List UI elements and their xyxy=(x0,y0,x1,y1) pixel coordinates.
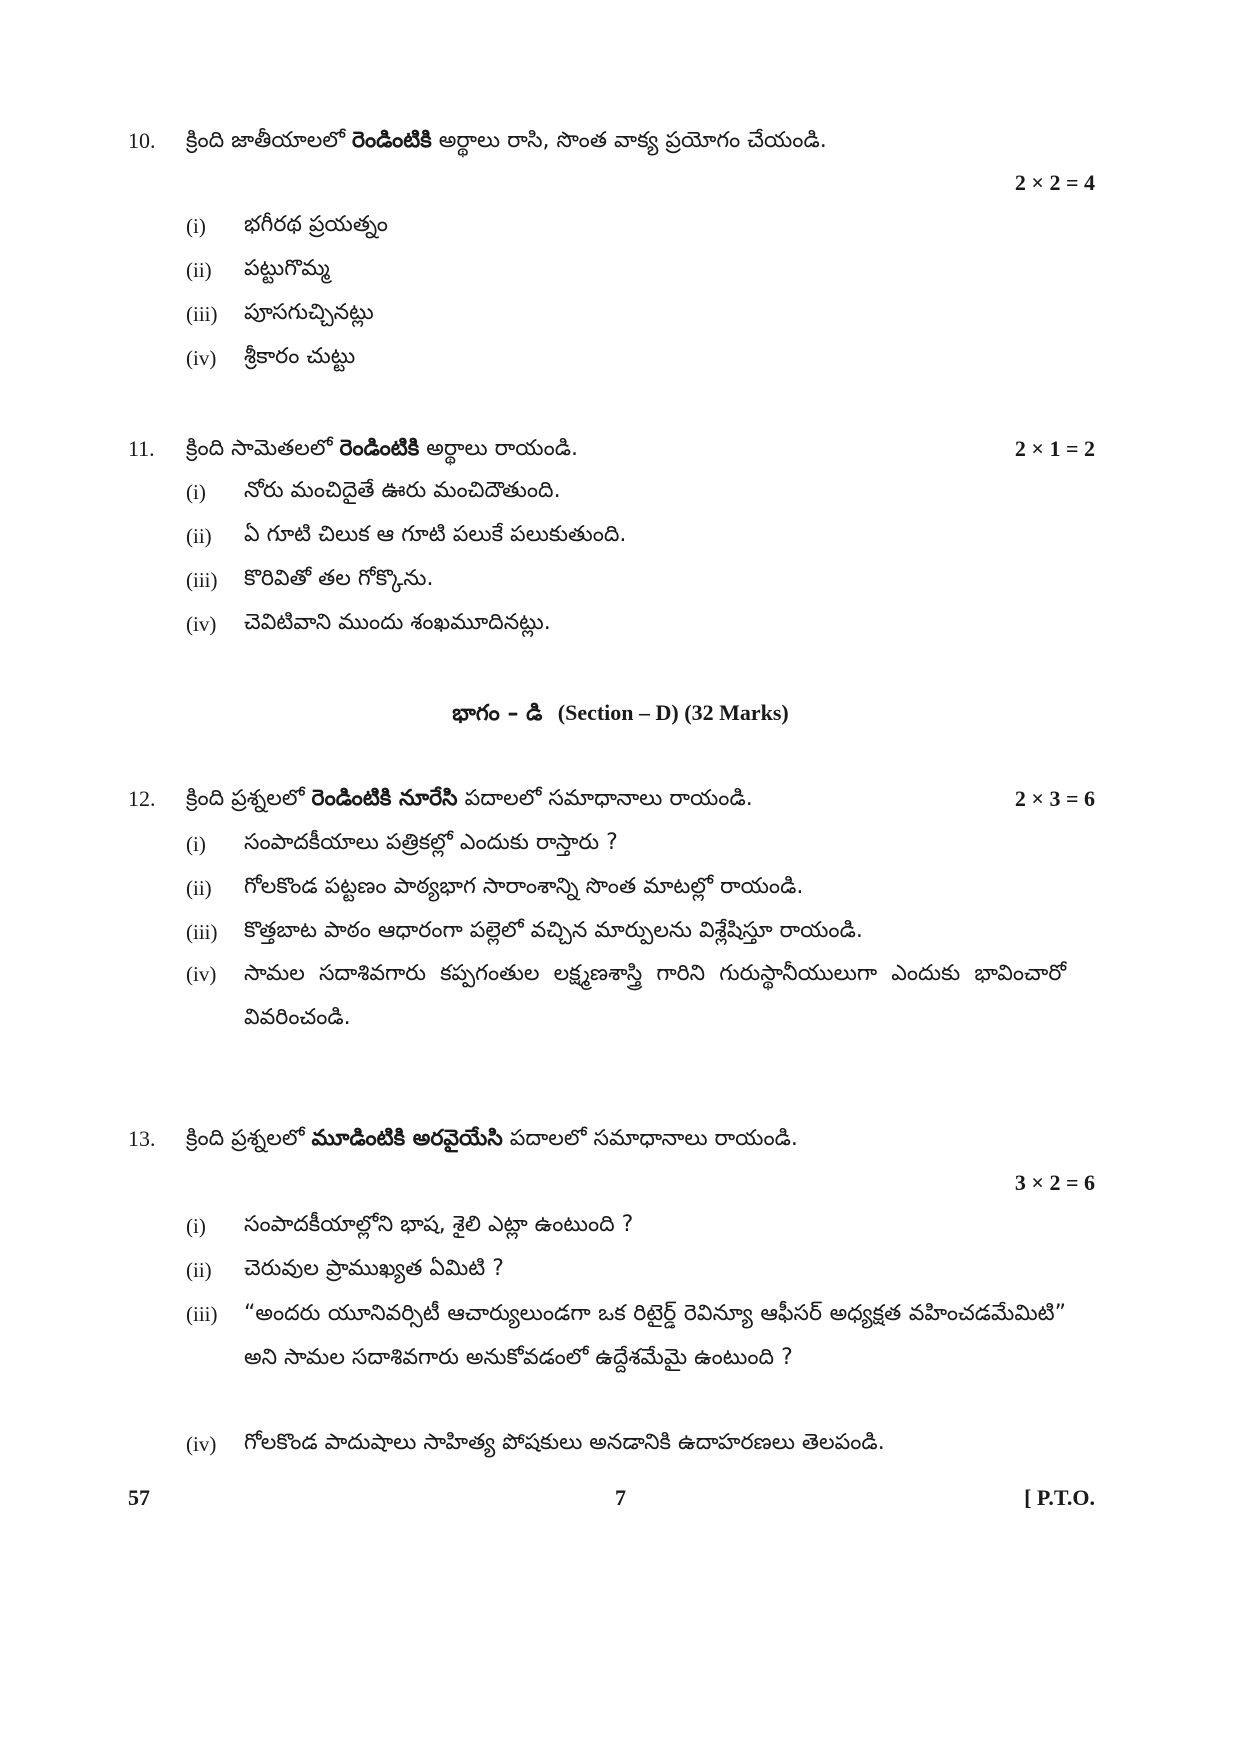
marks-label: 2 × 3 = 6 xyxy=(1014,786,1095,811)
question-text: క్రింది జాతీయాలలో రెండింటికి అర్థాలు రాసి, సొంత వాక్య ప్రయోగం చేయండి. xyxy=(186,128,827,153)
question-emphasis: రెండింటికి నూరేసి xyxy=(311,786,458,811)
question-number: 10. xyxy=(128,128,156,153)
list-item-text: సామల సదాశివగారు కప్పగంతుల లక్ష్మణశాస్త్రి గారిని గురుస్థానీయులుగా ఎందుకు భావించారో వివరించండి. xyxy=(244,961,1066,1030)
question-12 xyxy=(128,786,1098,822)
section-heading xyxy=(0,700,1241,731)
question-number: 12. xyxy=(128,786,156,811)
marks-label: 3 × 2 = 6 xyxy=(1014,1170,1095,1195)
footer-code: 57 xyxy=(128,1485,150,1510)
list-item-text: “అందరు యూనివర్సిటీ ఆచార్యులుండగా ఒక రిటైర్డ్ రెవిన్యూ ఆఫీసర్ అధ్యక్షత వహించడమేమిటి” అని సామల సదాశివగారు అనుకోవడంలో ఉద్దేశమేమై ఉంటుంది ? xyxy=(244,1301,1066,1370)
marks-label: 2 × 1 = 2 xyxy=(1014,436,1095,461)
question-emphasis: మూడింటికి అరవైయేసి xyxy=(311,1126,503,1151)
question-number: 11. xyxy=(128,436,155,461)
question-text: క్రింది ప్రశ్నలలో రెండింటికి నూరేసి పదాలలో సమాధానాలు రాయండి. xyxy=(186,786,753,811)
marks-label: 2 × 2 = 4 xyxy=(1014,170,1095,195)
section-title-english: (Section – D) (32 Marks) xyxy=(557,700,789,725)
question-11 xyxy=(128,436,1098,472)
section-title-telugu: భాగం – డి xyxy=(452,701,543,726)
question-emphasis: రెండింటికి xyxy=(351,128,432,153)
question-emphasis: రెండింటికి xyxy=(339,436,420,461)
question-text: క్రింది ప్రశ్నలలో మూడింటికి అరవైయేసి పదాలలో సమాధానాలు రాయండి. xyxy=(186,1126,798,1151)
question-text: క్రింది సామెతలలో రెండింటికి అర్థాలు రాయండి. xyxy=(186,436,578,461)
question-10 xyxy=(128,128,1098,164)
question-13 xyxy=(128,1126,1098,1162)
page-number: 7 xyxy=(615,1485,626,1510)
question-number: 13. xyxy=(128,1126,156,1151)
pto-label: [ P.T.O. xyxy=(1024,1485,1095,1510)
